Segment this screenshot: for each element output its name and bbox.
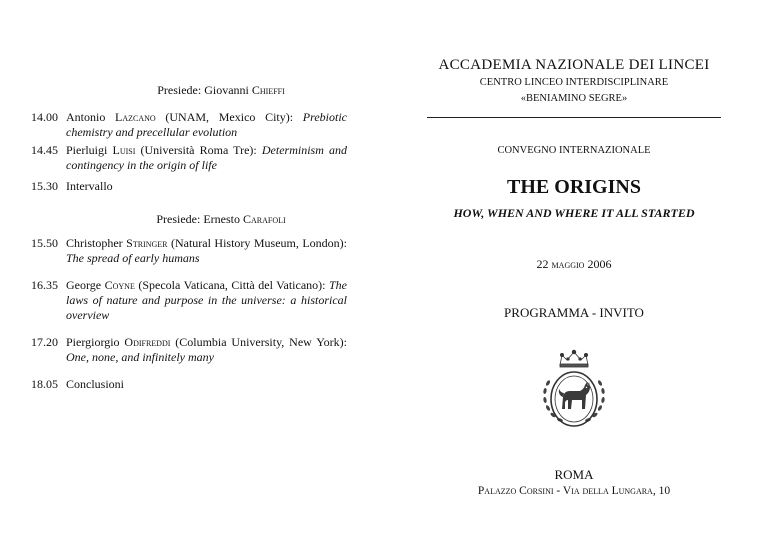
- time: 14.00: [31, 110, 58, 124]
- talk-title: Determinism and contingency in the origin of life: [66, 143, 348, 172]
- venue-address: Palazzo Corsini - Via della Lungara, 10: [477, 485, 671, 497]
- time: 17.20: [31, 335, 58, 349]
- affiliation: (UNAM, Mexico City):: [155, 110, 303, 124]
- talk-title: One, none, and infinitely many: [66, 350, 214, 364]
- centre-name: CENTRO LINCEO INTERDISCIPLINARE: [479, 77, 669, 88]
- centre-subname: «BENIAMINO SEGRE»: [520, 93, 628, 104]
- speaker-first: George: [66, 278, 102, 292]
- conference-subtitle: HOW, WHEN AND WHERE IT ALL STARTED: [453, 206, 695, 220]
- city: ROMA: [554, 467, 594, 482]
- program-break: [31, 179, 347, 194]
- conference-date: [427, 257, 721, 272]
- break-label: Intervallo: [66, 179, 113, 193]
- affiliation: (Natural History Museum, London):: [167, 236, 347, 250]
- speaker-surname: Coyne: [104, 278, 135, 292]
- speaker-surname: Stringer: [126, 236, 168, 250]
- conference-type: CONVEGNO INTERNAZIONALE: [497, 145, 651, 156]
- program-item-4: [31, 278, 347, 323]
- talk-title: The spread of early humans: [66, 251, 200, 265]
- closing-label: Conclusioni: [66, 377, 125, 391]
- chair-line-1: Presiede: Giovanni Chieffi: [157, 83, 285, 97]
- chair-surname: Carafoli: [242, 212, 286, 226]
- chair-surname: Chieffi: [251, 83, 285, 97]
- time: 18.05: [31, 377, 58, 391]
- program-item-2: [31, 143, 347, 173]
- speaker-surname: Lazcano: [115, 110, 156, 124]
- time: 14.45: [31, 143, 58, 157]
- time: 15.50: [31, 236, 58, 250]
- speaker-first: Pierluigi: [66, 143, 108, 157]
- speaker-surname: Luisi: [112, 143, 136, 157]
- program-item-5: [31, 335, 347, 365]
- program-closing: [31, 377, 347, 392]
- conference-title: THE ORIGINS: [507, 176, 641, 198]
- time: 16.35: [31, 278, 58, 292]
- program-item-3: [31, 236, 347, 266]
- programme-invite: PROGRAMMA - INVITO: [504, 305, 644, 320]
- date-year: 2006: [587, 257, 612, 271]
- affiliation: (Specola Vaticana, Città del Vaticano):: [134, 278, 329, 292]
- date-month: maggio: [551, 257, 585, 271]
- chair-line-2: Presiede: Ernesto Carafoli: [156, 212, 286, 226]
- affiliation: (Università Roma Tre):: [135, 143, 262, 157]
- speaker-surname: Odifreddi: [124, 335, 171, 349]
- date-day: 22: [536, 257, 549, 271]
- talk-title: Prebiotic chemistry and precellular evolution: [66, 110, 347, 139]
- lynx-crest-icon: [538, 349, 610, 431]
- speaker-first: Christopher: [66, 236, 123, 250]
- speaker-first: Piergiorgio: [66, 335, 120, 349]
- program-item-1: [31, 110, 347, 140]
- academy-name: ACCADEMIA NAZIONALE DEI LINCEI: [438, 57, 710, 73]
- divider: [427, 117, 721, 118]
- talk-title: The laws of nature and purpose in the universe: a historical overview: [66, 278, 347, 322]
- time: 15.30: [31, 179, 58, 193]
- affiliation: (Columbia University, New York):: [170, 335, 347, 349]
- speaker-first: Antonio: [66, 110, 106, 124]
